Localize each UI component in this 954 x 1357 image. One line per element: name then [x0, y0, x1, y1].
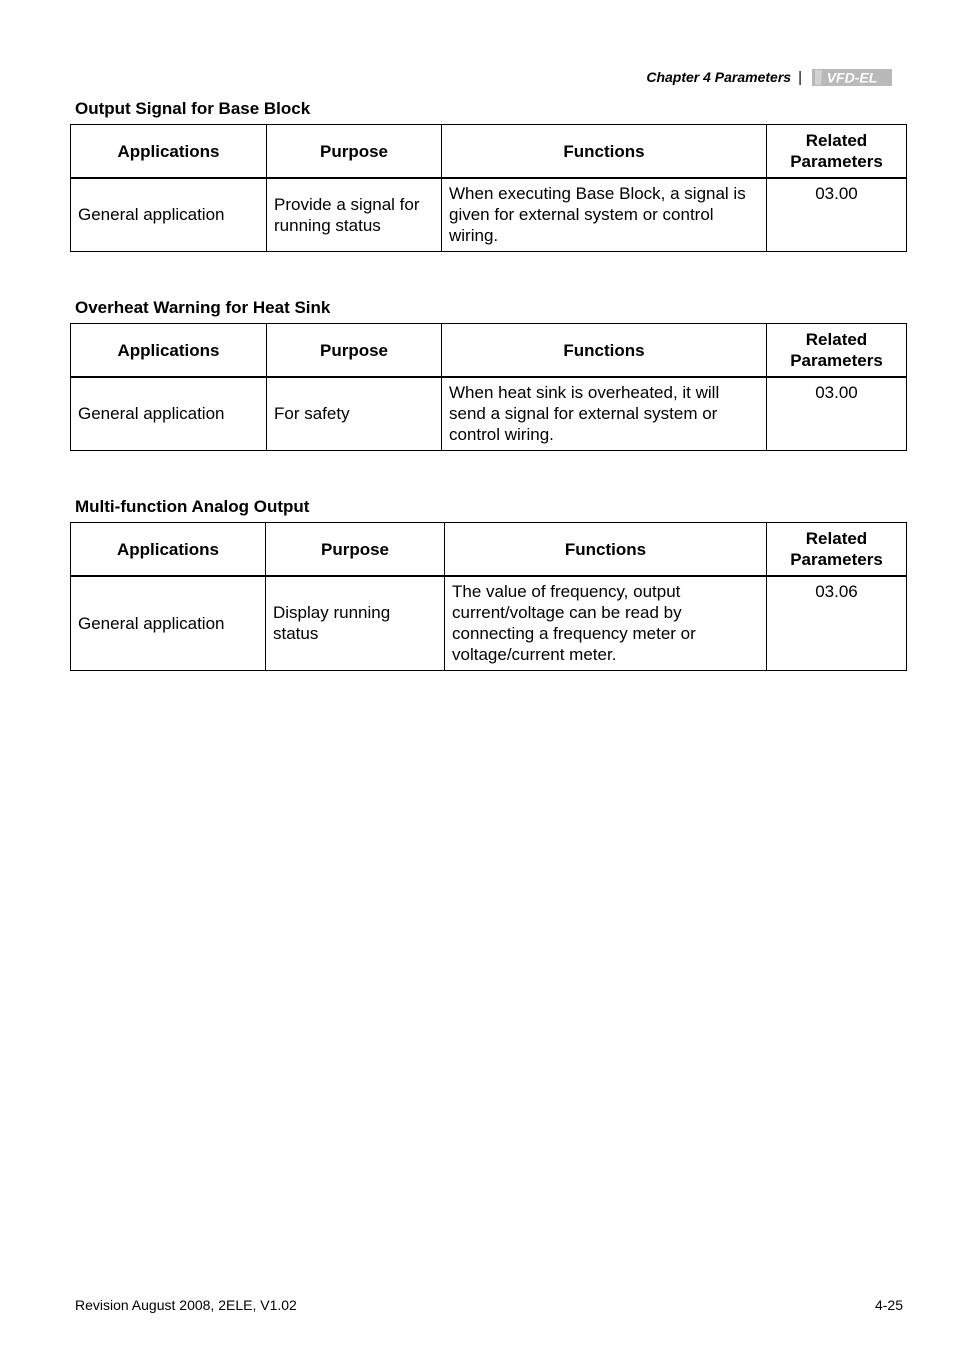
- cell-purpose: Provide a signal for running status: [267, 178, 442, 252]
- column-header-applications: Applications: [71, 125, 267, 179]
- cell-functions: When executing Base Block, a signal is given for external system or control wiring.: [442, 178, 767, 252]
- cell-application: General application: [71, 178, 267, 252]
- cell-related-parameters: 03.06: [767, 576, 907, 671]
- column-header-functions: Functions: [442, 324, 767, 378]
- column-header-purpose: Purpose: [267, 125, 442, 179]
- footer-page-number: 4-25: [874, 1297, 903, 1313]
- cell-purpose: For safety: [267, 377, 442, 451]
- column-header-related-parameters: Related Parameters: [767, 523, 907, 577]
- table-header-row: [71, 324, 907, 378]
- logo-text: VFD-EL: [826, 69, 878, 85]
- column-header-purpose: Purpose: [266, 523, 445, 577]
- parameter-table: [70, 124, 907, 252]
- cell-application: General application: [71, 576, 266, 671]
- table-row: [71, 576, 907, 671]
- section-title: Output Signal for Base Block: [75, 99, 311, 118]
- cell-purpose: Display running status: [266, 576, 445, 671]
- column-header-purpose: Purpose: [267, 324, 442, 378]
- section-multi-function-analog-output: [70, 497, 906, 671]
- section-output-signal-base-block: [70, 99, 906, 252]
- cell-related-parameters: 03.00: [767, 178, 907, 252]
- parameter-table: [70, 323, 907, 451]
- vfd-el-logo: [812, 69, 892, 86]
- parameter-table: [70, 522, 907, 671]
- column-header-related-parameters: Related Parameters: [767, 125, 907, 179]
- column-header-functions: Functions: [442, 125, 767, 179]
- section-title: Multi-function Analog Output: [75, 497, 310, 516]
- column-header-applications: Applications: [71, 523, 266, 577]
- table-header-row: [71, 125, 907, 179]
- column-header-functions: Functions: [445, 523, 767, 577]
- table-header-row: [71, 523, 907, 577]
- cell-functions: When heat sink is overheated, it will send a signal for external system or control wiring.: [442, 377, 767, 451]
- column-header-applications: Applications: [71, 324, 267, 378]
- footer-revision: Revision August 2008, 2ELE, V1.02: [75, 1297, 297, 1313]
- table-row: [71, 178, 907, 252]
- chapter-title: Chapter 4 Parameters: [646, 69, 792, 85]
- column-header-related-parameters: Related Parameters: [767, 324, 907, 378]
- cell-functions: The value of frequency, output current/voltage can be read by connecting a frequency meter or voltage/current meter.: [445, 576, 767, 671]
- cell-application: General application: [71, 377, 267, 451]
- header-separator: |: [798, 68, 802, 86]
- cell-related-parameters: 03.00: [767, 377, 907, 451]
- section-overheat-warning-heat-sink: [70, 298, 906, 451]
- table-row: [71, 377, 907, 451]
- section-title: Overheat Warning for Heat Sink: [75, 298, 331, 317]
- page-header: [646, 66, 892, 88]
